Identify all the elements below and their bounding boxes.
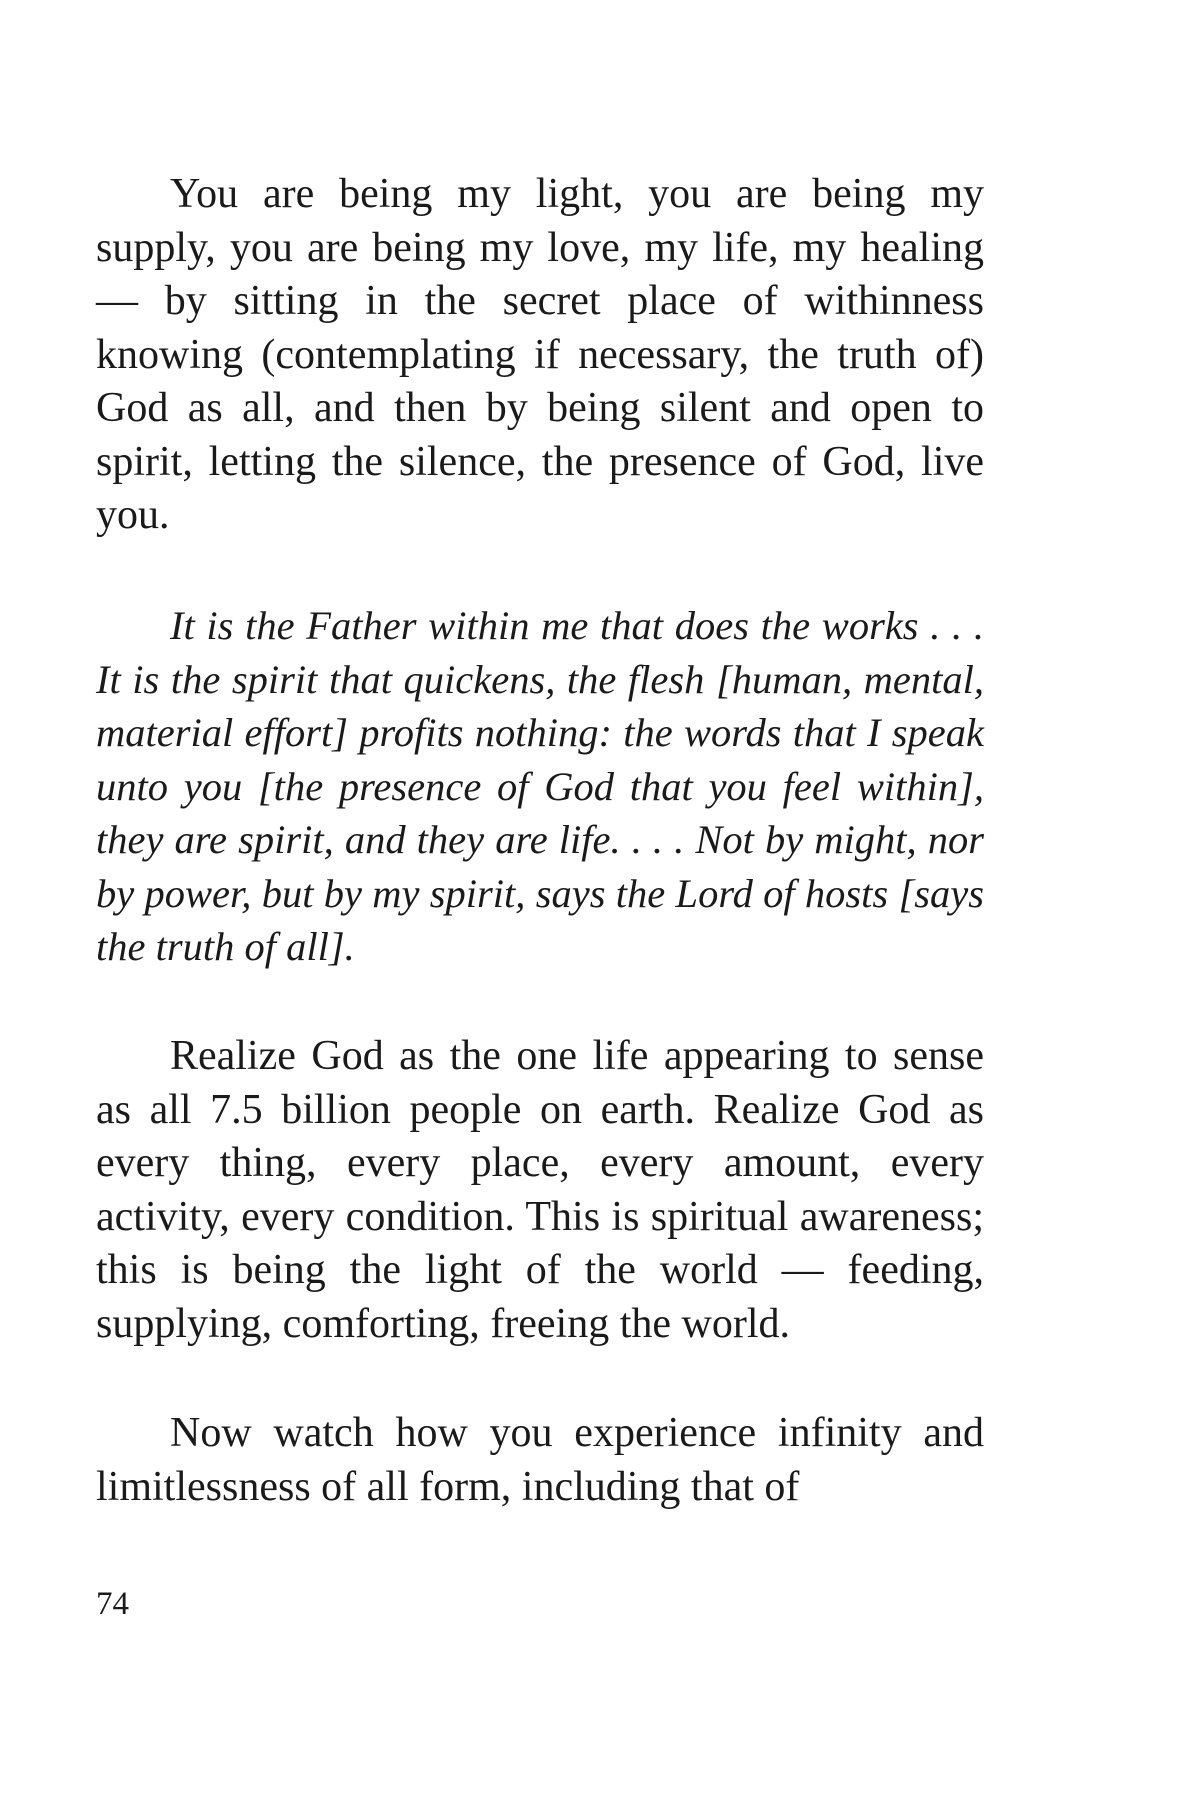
- paragraph-text: Now watch how you experience infinity and limitlessness of all form, including that of: [96, 1410, 984, 1510]
- quote-text: It is the Father within me that does the works . . . It is the spirit that quickens, the flesh [human, mental, material effort] profits nothing: the words that I speak unto you [the presence of God that you feel within], they are spirit, and they are life. . . . Not by might, nor by power, but by my spirit, says the Lord of hosts [says the truth of all].: [96, 603, 984, 969]
- scripture-quote: [96, 599, 984, 974]
- paragraph-1: [96, 168, 984, 543]
- paragraph-3: [96, 1407, 984, 1514]
- paragraph-2: [96, 1030, 984, 1351]
- paragraph-text: Realize God as the one life appearing to sense as all 7.5 billion people on earth. Realize God as every thing, every place, every amount, every activity, every condition. This is spiritual awareness; this is being the light of the world — feeding, supplying, comforting, freeing the world.: [96, 1033, 984, 1347]
- paragraph-text: You are being my light, you are being my supply, you are being my love, my life, my healing — by sitting in the secret place of withinness knowing (contemplating if necessary, the truth of) God as all, and then by being silent and open to spirit, letting the silence, the presence of God, live you.: [96, 171, 984, 538]
- page-number: 74: [96, 1586, 129, 1622]
